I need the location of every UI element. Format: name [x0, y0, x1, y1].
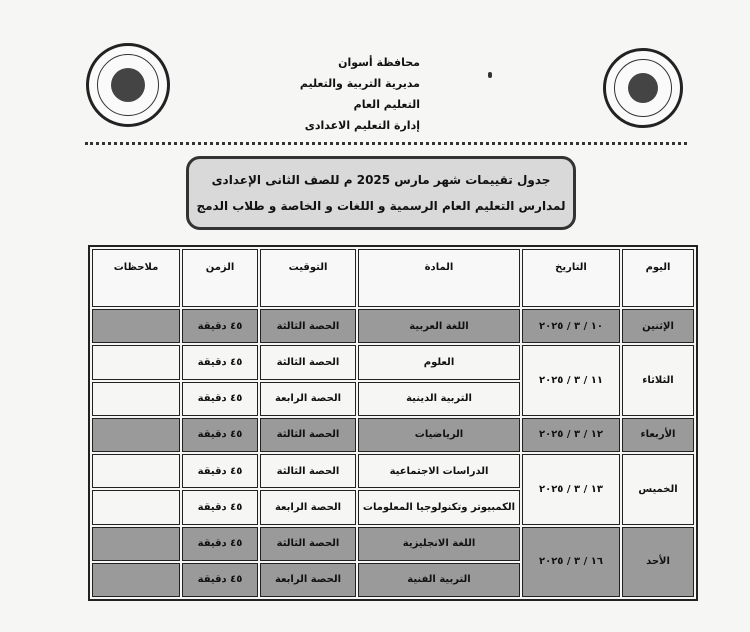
letterhead-line: التعليم العام — [353, 98, 420, 111]
title-line-2: لمدارس التعليم العام الرسمية و اللغات و الخاصة و طلاب الدمج — [196, 199, 566, 213]
notes-cell — [92, 563, 180, 597]
ministry-logo-icon — [603, 48, 683, 128]
timing-cell: الحصة الثالثة — [260, 527, 356, 561]
timing-cell: الحصة الرابعة — [260, 563, 356, 597]
exam-schedule-table — [88, 245, 698, 601]
letterhead — [300, 52, 420, 136]
duration-cell: ٤٥ دقيقة — [182, 454, 258, 488]
duration-cell: ٤٥ دقيقة — [182, 345, 258, 379]
duration-cell: ٤٥ دقيقة — [182, 309, 258, 343]
timing-cell: الحصة الثالثة — [260, 418, 356, 452]
notes-cell — [92, 382, 180, 416]
notes-cell — [92, 454, 180, 488]
duration-cell: ٤٥ دقيقة — [182, 382, 258, 416]
subject-cell: الدراسات الاجتماعية — [358, 454, 520, 488]
day-cell: الأربعاء — [622, 418, 694, 452]
header-subject: المادة — [358, 249, 520, 307]
date-cell: ١٠ / ٣ / ٢٠٢٥ — [522, 309, 620, 343]
dotted-divider — [85, 142, 687, 145]
subject-cell: اللغة العربية — [358, 309, 520, 343]
notes-cell — [92, 309, 180, 343]
date-cell: ١٢ / ٣ / ٢٠٢٥ — [522, 418, 620, 452]
notes-cell — [92, 527, 180, 561]
header-timing: التوقيت — [260, 249, 356, 307]
duration-cell: ٤٥ دقيقة — [182, 490, 258, 524]
duration-cell: ٤٥ دقيقة — [182, 418, 258, 452]
letterhead-line: إدارة التعليم الاعدادى — [304, 119, 420, 132]
day-cell: الأحد — [622, 527, 694, 598]
header-day: اليوم — [622, 249, 694, 307]
notes-cell — [92, 345, 180, 379]
letterhead-line: محافظة أسوان — [338, 56, 420, 69]
subject-cell: الرياضيات — [358, 418, 520, 452]
schedule-title — [186, 156, 576, 230]
header-duration: الزمن — [182, 249, 258, 307]
date-cell: ١٦ / ٣ / ٢٠٢٥ — [522, 527, 620, 598]
notes-cell — [92, 490, 180, 524]
letterhead-line: مديرية التربية والتعليم — [299, 77, 420, 90]
title-line-1: جدول تقييمات شهر مارس 2025 م للصف الثانى الإعدادى — [211, 173, 551, 187]
date-cell: ١٣ / ٣ / ٢٠٢٥ — [522, 454, 620, 525]
day-cell: الثلاثاء — [622, 345, 694, 416]
subject-cell: الكمبيوتر وتكنولوجيا المعلومات — [358, 490, 520, 524]
day-cell: الخميس — [622, 454, 694, 525]
day-cell: الإثنين — [622, 309, 694, 343]
header-notes: ملاحظات — [92, 249, 180, 307]
subject-cell: اللغة الانجليزية — [358, 527, 520, 561]
header-date: التاريخ — [522, 249, 620, 307]
timing-cell: الحصة الرابعة — [260, 490, 356, 524]
ink-dot — [488, 72, 492, 78]
subject-cell: التربية الدينية — [358, 382, 520, 416]
timing-cell: الحصة الثالثة — [260, 309, 356, 343]
duration-cell: ٤٥ دقيقة — [182, 527, 258, 561]
table-row — [92, 454, 694, 488]
notes-cell — [92, 418, 180, 452]
timing-cell: الحصة الثالثة — [260, 345, 356, 379]
timing-cell: الحصة الثالثة — [260, 454, 356, 488]
table-row — [92, 309, 694, 343]
table-row — [92, 345, 694, 379]
timing-cell: الحصة الرابعة — [260, 382, 356, 416]
subject-cell: العلوم — [358, 345, 520, 379]
table-header-row — [92, 249, 694, 307]
duration-cell: ٤٥ دقيقة — [182, 563, 258, 597]
table-row — [92, 527, 694, 561]
government-seal-icon — [86, 43, 170, 127]
date-cell: ١١ / ٣ / ٢٠٢٥ — [522, 345, 620, 416]
table-row — [92, 418, 694, 452]
subject-cell: التربية الفنية — [358, 563, 520, 597]
